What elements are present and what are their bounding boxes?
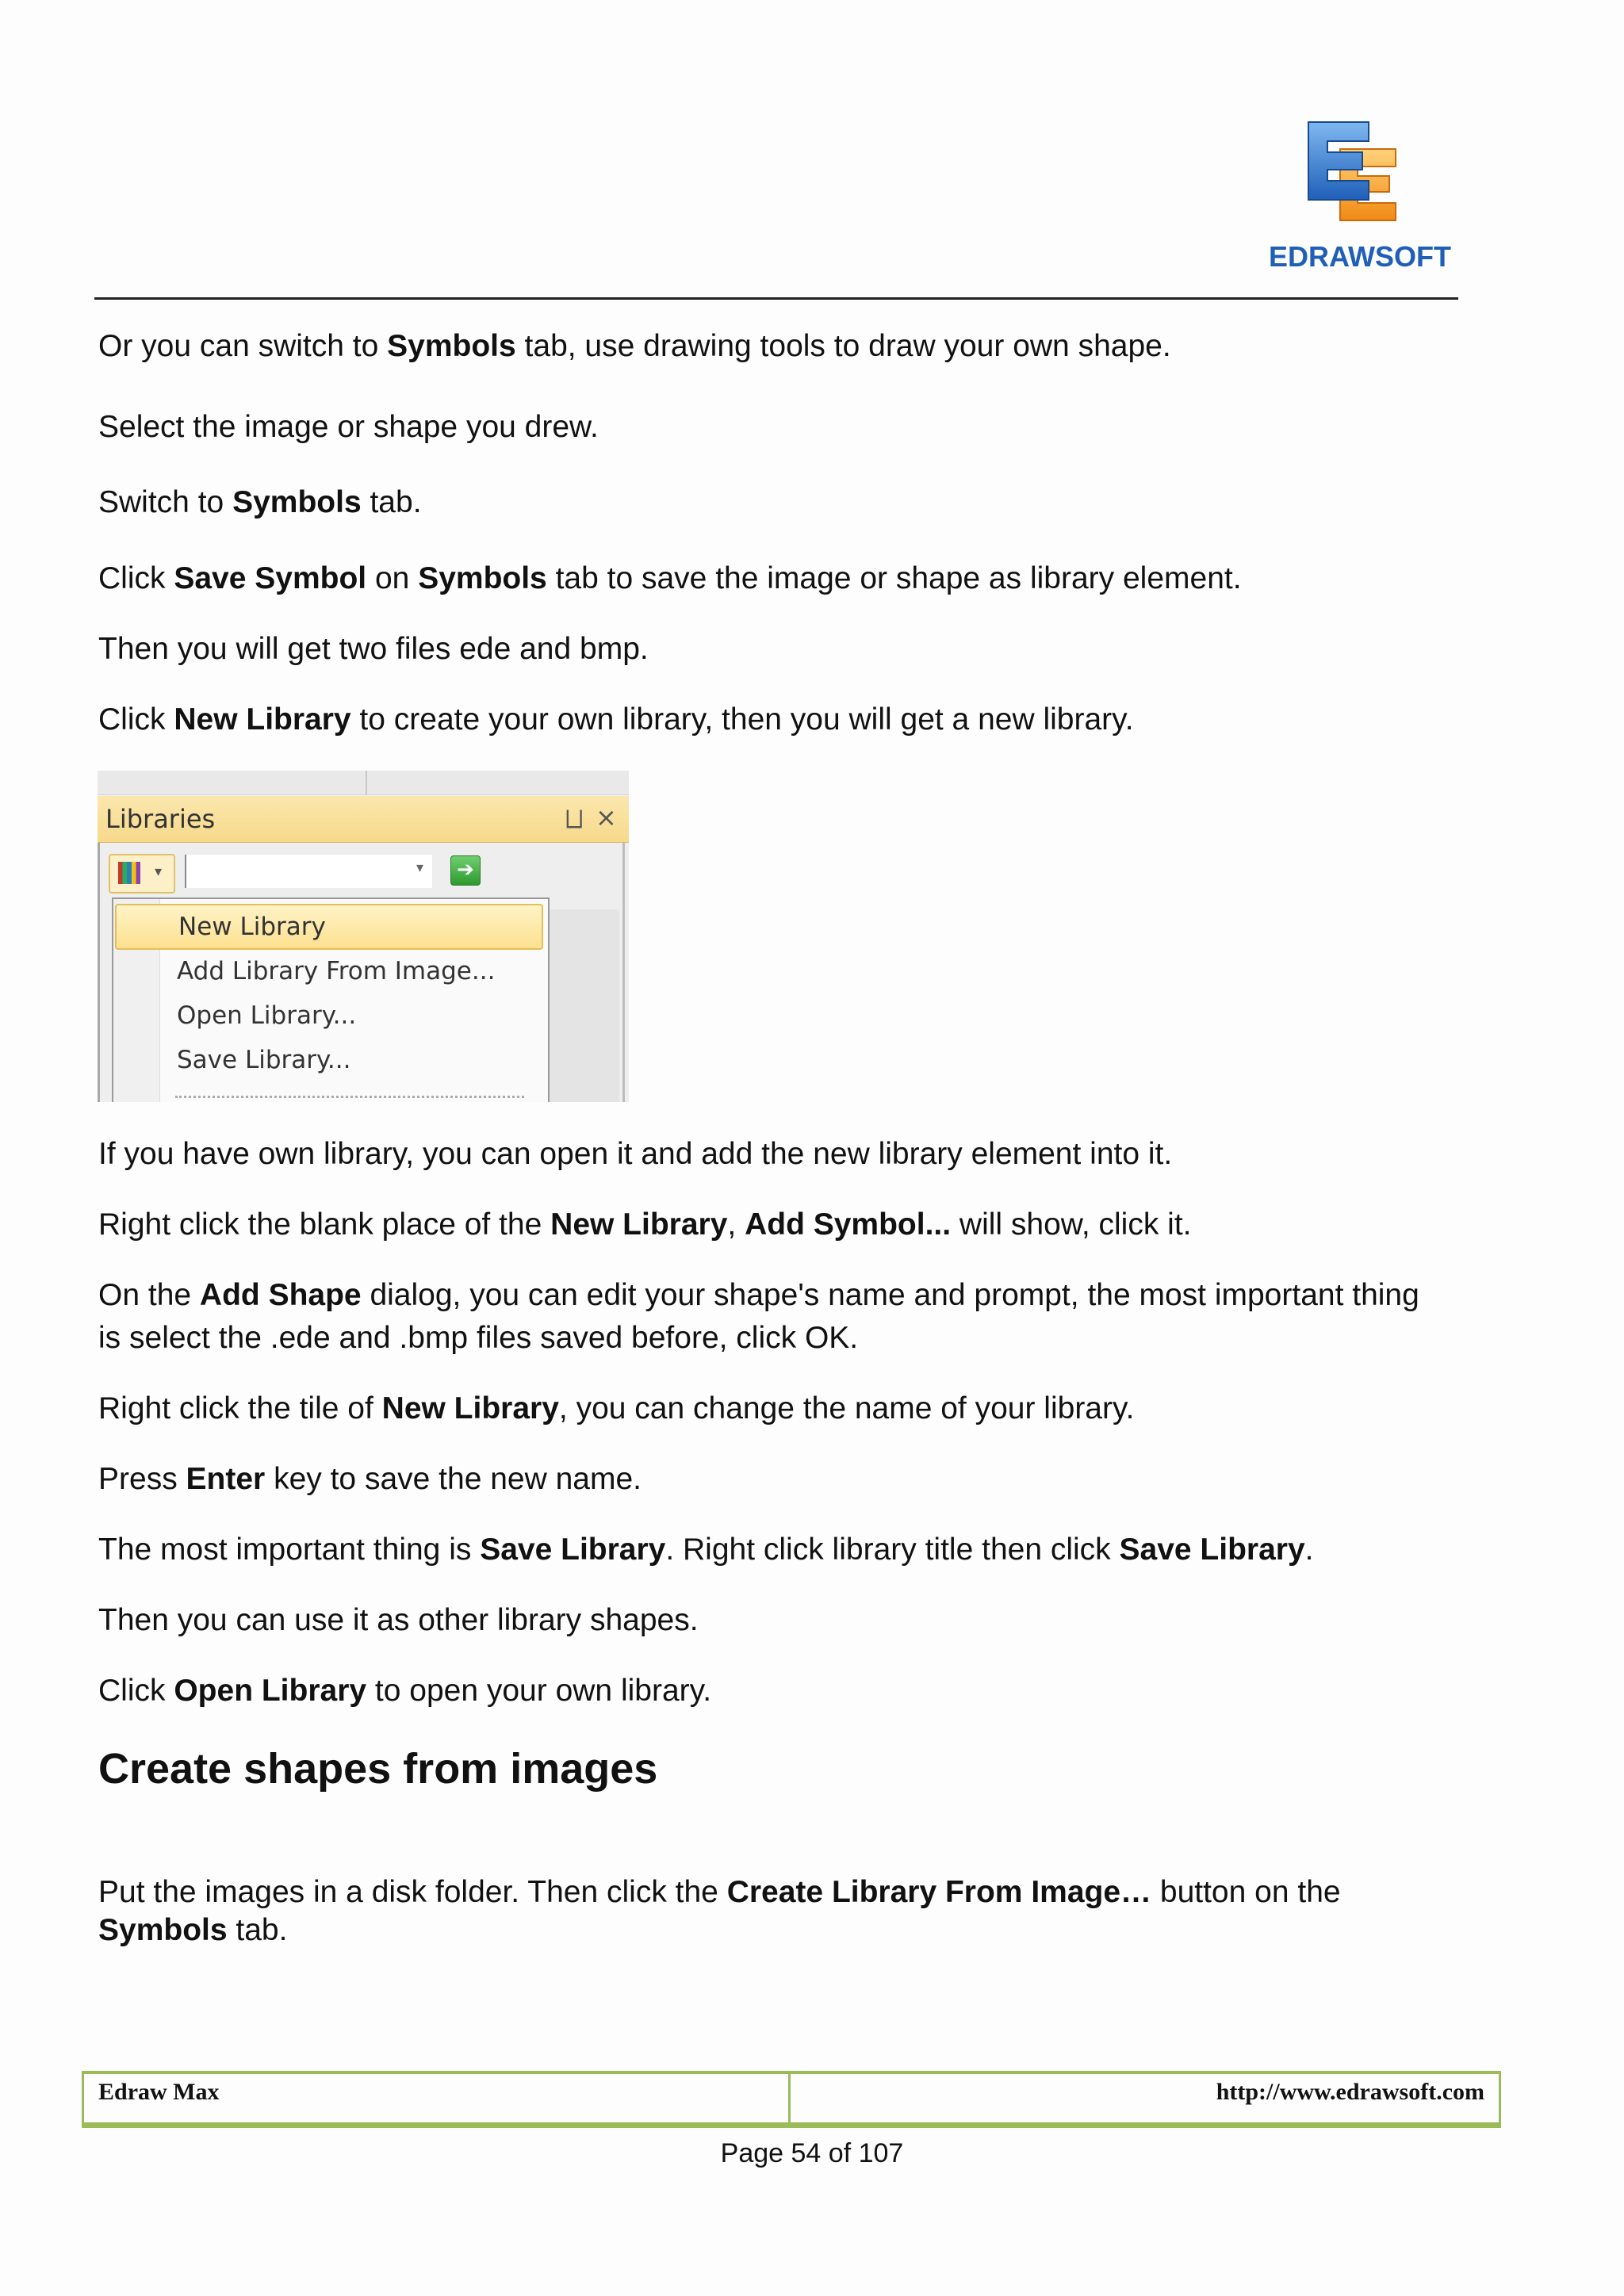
paragraph: Right click the tile of New Library, you can change the name of your library. bbox=[98, 1391, 1135, 1425]
paragraph: Then you can use it as other library shapes. bbox=[98, 1603, 699, 1637]
chevron-down-icon: ▾ bbox=[155, 863, 163, 880]
pin-icon[interactable]: ⨆ bbox=[565, 806, 584, 832]
paragraph: Or you can switch to Symbols tab, use drawing tools to draw your own shape. bbox=[98, 329, 1171, 363]
edrawsoft-logo bbox=[1269, 117, 1451, 276]
libraries-panel-title[interactable] bbox=[98, 796, 629, 843]
menu-separator bbox=[175, 1096, 524, 1098]
library-search-combo[interactable] bbox=[185, 855, 432, 888]
library-menu-button[interactable] bbox=[109, 854, 175, 894]
panel-border bbox=[622, 843, 625, 1102]
paragraph: If you have own library, you can open it and add the new library element into it. bbox=[98, 1137, 1173, 1171]
toolbar-strip bbox=[98, 771, 629, 795]
header-rule bbox=[94, 297, 1458, 300]
paragraph: Click Save Symbol on Symbols tab to save the image or shape as library element. bbox=[98, 561, 1242, 595]
edrawsoft-logo-icon bbox=[1300, 117, 1411, 236]
paragraph: Press Enter key to save the new name. bbox=[98, 1462, 642, 1496]
footer-website-link[interactable]: http://www.edrawsoft.com bbox=[1216, 2079, 1484, 2105]
paragraph: Put the images in a disk folder. Then click the Create Library From Image… button on the Symbols tab. bbox=[98, 1875, 1341, 1947]
menu-item-save-library[interactable]: Save Library... bbox=[177, 1046, 351, 1074]
library-dropdown-menu bbox=[112, 897, 550, 1102]
paragraph: Right click the blank place of the New Library, Add Symbol... will show, click it. bbox=[98, 1207, 1192, 1242]
close-icon[interactable]: × bbox=[596, 802, 617, 832]
libraries-panel-screenshot bbox=[98, 771, 629, 1102]
paragraph: Select the image or shape you drew. bbox=[98, 410, 599, 444]
page-number: Page 54 of 107 bbox=[720, 2138, 904, 2168]
paragraph: Click New Library to create your own library, then you will get a new library. bbox=[98, 702, 1134, 737]
libraries-title: Libraries bbox=[105, 804, 216, 834]
go-arrow-icon[interactable]: ➔ bbox=[450, 855, 481, 886]
menu-item-add-library-from-image[interactable]: Add Library From Image... bbox=[177, 957, 496, 985]
menu-item-open-library[interactable]: Open Library... bbox=[177, 1001, 357, 1030]
paragraph: Then you will get two files ede and bmp. bbox=[98, 632, 649, 666]
footer-divider bbox=[788, 2074, 791, 2122]
paragraph: Switch to Symbols tab. bbox=[98, 485, 422, 519]
paragraph: The most important thing is Save Library. Right click library title then click Save Library. bbox=[98, 1533, 1314, 1567]
menu-item-new-library[interactable]: New Library bbox=[115, 904, 543, 950]
paragraph: On the Add Shape dialog, you can edit your shape's name and prompt, the most important thing is select the .ede and .bmp files saved before, click OK. bbox=[98, 1278, 1419, 1355]
paragraph: Click Open Library to open your own library. bbox=[98, 1674, 712, 1708]
panel-border bbox=[98, 843, 100, 1102]
combo-dropdown-icon[interactable]: ▾ bbox=[416, 859, 424, 876]
footer-product-name: Edraw Max bbox=[98, 2079, 220, 2105]
logo-text: EDRAWSOFT bbox=[1269, 240, 1451, 273]
section-heading: Create shapes from images bbox=[98, 1745, 658, 1793]
page-footer bbox=[82, 2071, 1501, 2128]
library-content-area[interactable] bbox=[542, 909, 619, 1102]
library-icon bbox=[118, 862, 140, 884]
